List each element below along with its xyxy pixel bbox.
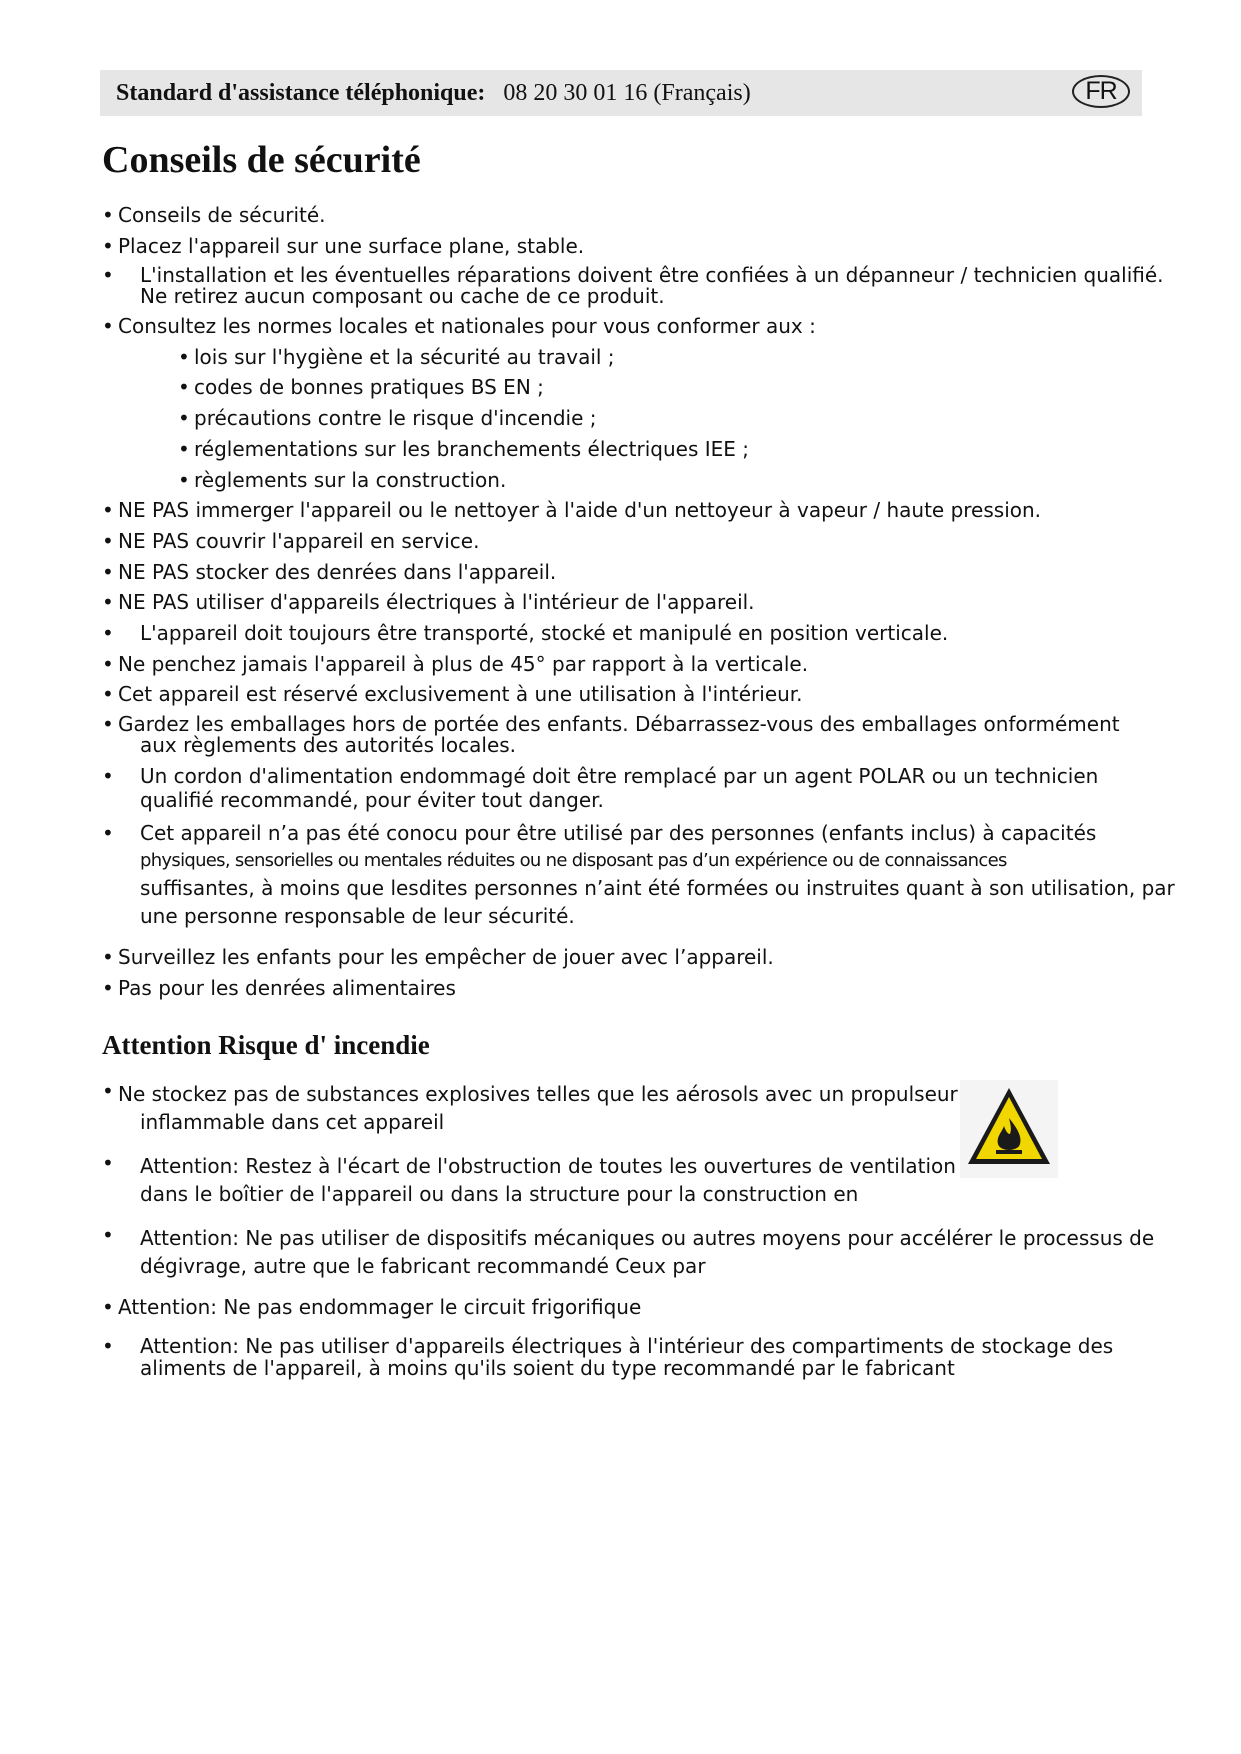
- list-item: • Ne penchez jamais l'appareil à plus de 45° par rapport à la verticale.: [102, 653, 1152, 676]
- list-item: • Attention: Ne pas utiliser d'appareils électriques à l'intérieur des compartiments de stockage des aliments de l'appareil, à moins qu'ils soient du type recommandé par le fabricant: [102, 1335, 1152, 1379]
- flammable-warning-icon: [960, 1080, 1058, 1178]
- list-item: • règlements sur la construction.: [102, 469, 1152, 492]
- list-item: • codes de bonnes pratiques BS EN ;: [102, 376, 1152, 399]
- list-item: • Cet appareil est réservé exclusivement à une utilisation à l'intérieur.: [102, 683, 1152, 706]
- list-item: • Conseils de sécurité.: [102, 204, 1152, 227]
- list-item: • L'appareil doit toujours être transporté, stocké et manipulé en position verticale.: [102, 622, 1152, 645]
- list-item: • Ne stockez pas de substances explosives telles que les aérosols avec un propulseur inflammable dans cet appareil: [102, 1080, 1152, 1136]
- list-item: • Pas pour les denrées alimentaires: [102, 977, 1152, 1000]
- list-item: • Attention: Ne pas endommager le circuit frigorifique: [102, 1296, 1152, 1319]
- list-item: • L'installation et les éventuelles réparations doivent être confiées à un dépanneur / technicien qualifié. Ne retirez aucun composant ou cache de ce produit.: [102, 265, 1152, 307]
- list-item: • NE PAS immerger l'appareil ou le nettoyer à l'aide d'un nettoyeur à vapeur / haute pression.: [102, 499, 1152, 522]
- list-item: • Un cordon d'alimentation endommagé doit être remplacé par un agent POLAR ou un technicien qualifié recommandé, pour éviter tout danger.: [102, 764, 1152, 812]
- list-item: • NE PAS couvrir l'appareil en service.: [102, 530, 1152, 553]
- list-item: • précautions contre le risque d'incendie ;: [102, 407, 1152, 430]
- list-item: • Attention: Restez à l'écart de l'obstruction de toutes les ouvertures de ventilation dans le boîtier de l'appareil ou dans la structure pour la construction en: [102, 1152, 1152, 1208]
- list-item: • réglementations sur les branchements électriques IEE ;: [102, 438, 1152, 461]
- list-item: • Cet appareil n’a pas été conocu pour être utilisé par des personnes (enfants inclus) à capacités physiques, sensorielles ou mentales réduites ou ne disposant pas d’un expérience ou de connaissances suffisantes, à moins que lesdites personnes n’aint été formées ou instruites quant à son utilisation, par une personne responsable de leur sécurité.: [102, 819, 1152, 930]
- page-title: Conseils de sécurité: [102, 139, 421, 181]
- header-phone: 08 20 30 01 16 (Français): [503, 79, 751, 106]
- list-item: • Gardez les emballages hors de portée des enfants. Débarrassez-vous des emballages onformément aux règlements des autorités locales.: [102, 714, 1152, 756]
- list-item: • Attention: Ne pas utiliser de dispositifs mécaniques ou autres moyens pour accélérer le processus de dégivrage, autre que le fabricant recommandé Ceux par: [102, 1224, 1152, 1280]
- list-item: • Placez l'appareil sur une surface plane, stable.: [102, 235, 1152, 258]
- list-item: • Consultez les normes locales et nationales pour vous conformer aux :: [102, 315, 1152, 338]
- header-label: Standard d'assistance téléphonique:: [116, 79, 486, 106]
- list-item: • NE PAS stocker des denrées dans l'appareil.: [102, 561, 1152, 584]
- list-item: • NE PAS utiliser d'appareils électriques à l'intérieur de l'appareil.: [102, 591, 1152, 614]
- list-item: • Surveillez les enfants pour les empêcher de jouer avec l’appareil.: [102, 946, 1152, 969]
- list-item: • lois sur l'hygiène et la sécurité au travail ;: [102, 346, 1152, 369]
- header-bar: [100, 70, 1142, 116]
- fire-section-title: Attention Risque d' incendie: [102, 1030, 430, 1060]
- language-badge: FR: [1072, 75, 1130, 108]
- safety-list: [102, 203, 1175, 1008]
